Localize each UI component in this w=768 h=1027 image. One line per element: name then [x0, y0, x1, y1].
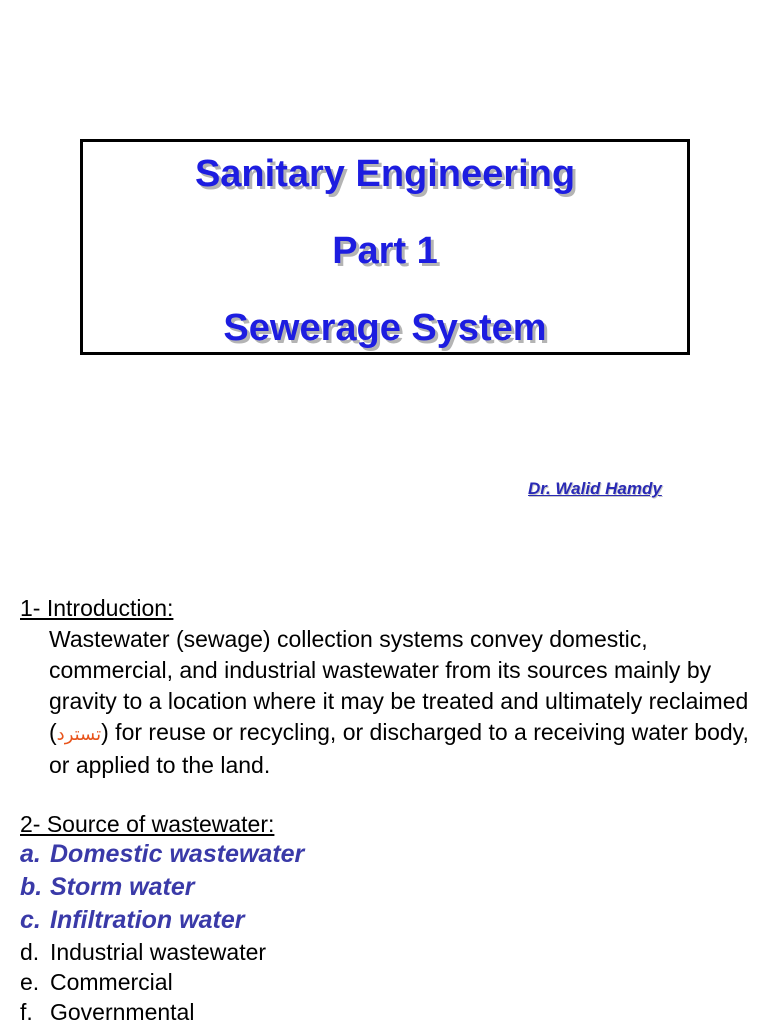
document-subtitle: Sewerage System — [223, 307, 547, 349]
author-name: Dr. Walid Hamdy — [528, 479, 662, 498]
list-item-label: Infiltration water — [50, 906, 245, 934]
list-item — [20, 838, 720, 871]
list-item — [20, 967, 720, 997]
title-box — [80, 139, 690, 355]
list-marker: c. — [20, 906, 41, 934]
list-marker: b. — [20, 873, 43, 901]
arabic-term: تسترد — [56, 724, 102, 744]
source-heading: 2- Source of wastewater: — [20, 811, 275, 837]
list-item — [20, 904, 720, 937]
list-item — [20, 997, 720, 1027]
source-list — [20, 838, 720, 1027]
list-item-label: Commercial — [50, 969, 173, 995]
introduction-text-before: Wastewater (sewage) collection systems convey domestic, commercial, and industrial wastewater from its sources mainly by gravity to a location where it may be treated and ultimately reclaimed ( — [49, 626, 749, 745]
list-marker: f. — [20, 999, 33, 1025]
list-item — [20, 937, 720, 967]
introduction-paragraph — [49, 624, 749, 781]
list-item-label: Storm water — [50, 873, 195, 901]
list-marker: a. — [20, 840, 41, 868]
list-marker: e. — [20, 969, 40, 995]
list-item-label: Domestic wastewater — [50, 840, 305, 868]
list-marker: d. — [20, 939, 40, 965]
document-part: Part 1 — [332, 230, 438, 272]
list-item-label: Industrial wastewater — [50, 939, 267, 965]
list-item — [20, 871, 720, 904]
introduction-heading: 1- Introduction: — [20, 595, 174, 621]
introduction-text-after: ) for reuse or recycling, or discharged to a receiving water body, or applied to the land. — [49, 719, 749, 778]
document-title: Sanitary Engineering — [194, 153, 576, 195]
list-item-label: Governmental — [50, 999, 195, 1025]
